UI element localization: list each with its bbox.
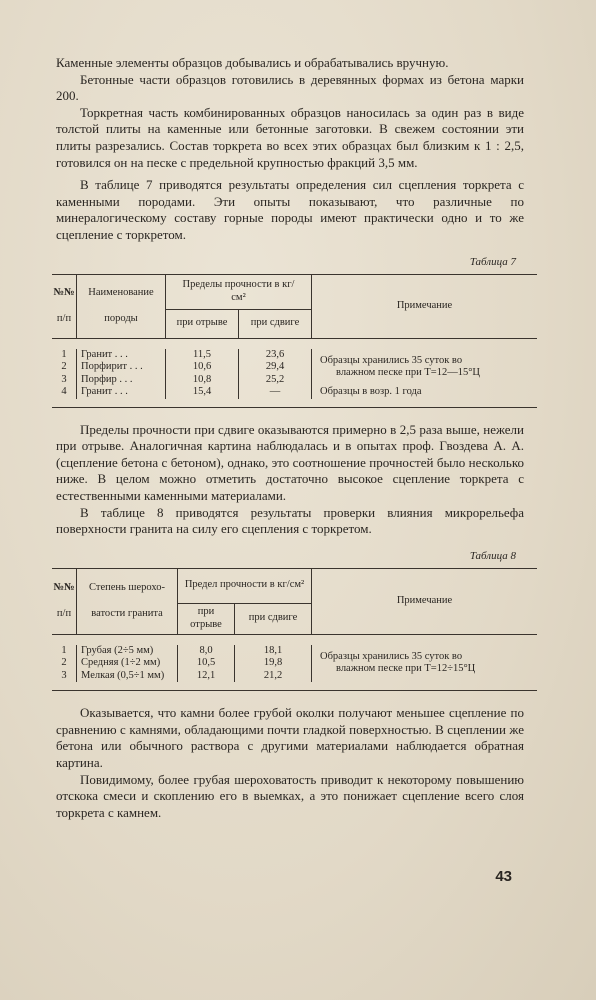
col-header-name: Степень шерохо- bbox=[88, 581, 165, 593]
note-text: Образцы в возр. 1 года bbox=[312, 386, 538, 399]
table-7 bbox=[52, 274, 537, 408]
note-text: Образцы хранились 35 суток во bbox=[320, 354, 463, 366]
col-header-tear: при отрыве bbox=[166, 309, 239, 338]
table-row: 3 Порфир . . . 10,8 25,2 bbox=[52, 374, 537, 387]
paragraph: В таблице 8 приводятся результаты проверки влияния микрорельефа поверхности гранита на силу его сцепления с торкретом. bbox=[56, 504, 524, 537]
col-header-shear: при сдвиге bbox=[239, 309, 312, 338]
table-row: 1 Гранит . . . 11,5 23,6 Образцы хранились 35 суток во влажном песке при T=12—15°Ц bbox=[52, 349, 537, 362]
col-header-note: Примечание bbox=[312, 568, 538, 634]
col-header-num: №№ bbox=[53, 581, 75, 593]
note-text: Образцы хранились 35 суток во bbox=[320, 650, 463, 662]
table-row: 4 Гранит . . . 15,4 — Образцы в возр. 1 года bbox=[52, 386, 537, 399]
page-number: 43 bbox=[495, 868, 512, 885]
col-header-num-sub: п/п bbox=[56, 608, 72, 620]
paragraph: Оказывается, что камни более грубой околки получают меньшее сцепление по сравнению с камнями, обладающими почти гладкой поверхностью. В сцеплении же бетона или обычного раствора с другими материалами наблюдается обратная картина. bbox=[56, 705, 524, 770]
table-8-caption: Таблица 8 bbox=[469, 549, 516, 562]
table-row: 3 Мелкая (0,5÷1 мм) 12,1 21,2 bbox=[52, 670, 537, 683]
paragraph: Торкретная часть комбинированных образцов наносилась за один раз в виде толстой плиты на каменные или бетонные заготовки. В свежем состоянии эти плиты разрезались. Состав торкрета во всех этих образцах был близким к 1 : 2,5, готовился он на песке с предельной крупностью фракций 3,5 мм. bbox=[56, 104, 524, 170]
col-header-num-sub: п/п bbox=[56, 313, 72, 325]
col-header-tear-sub: отрыве bbox=[190, 618, 222, 630]
col-header-shear: при сдвиге bbox=[235, 603, 312, 634]
col-header-name: Наименование bbox=[88, 286, 154, 298]
col-header-num: №№ bbox=[53, 286, 75, 298]
paragraph: Бетонные части образцов готовились в деревянных формах из бетона марки 200. bbox=[56, 71, 524, 104]
table-row: 1 Грубая (2÷5 мм) 8,0 18,1 Образцы хранились 35 суток во влажном песке при T=12÷15°Ц bbox=[52, 645, 537, 658]
paragraph: Повидимому, более грубая шероховатость приводит к некоторому повышению отскока смеси и скоплению его в выемках, а это понижает сцепление всего слоя торкрета с камнем. bbox=[56, 771, 524, 820]
col-header-tear: при bbox=[197, 606, 215, 618]
table-8 bbox=[52, 568, 537, 692]
note-text: влажном песке при T=12÷15°Ц bbox=[336, 663, 476, 675]
note-text: влажном песке при T=12—15°Ц bbox=[336, 367, 480, 379]
paragraph: Каменные элементы образцов добывались и обрабатывались вручную. bbox=[56, 55, 449, 70]
col-header-strength: Пределы прочности в кг/см² bbox=[166, 274, 312, 309]
table-7-caption: Таблица 7 bbox=[469, 255, 516, 268]
col-header-name-sub: ватости гранита bbox=[91, 608, 163, 620]
table-row: 2 Средняя (1÷2 мм) 10,5 19,8 bbox=[52, 657, 537, 670]
paragraph: В таблице 7 приводятся результаты определения сил сцепления торкрета с каменными породами. Эти опыты показывают, что различные по минералогическому составу горные породы имеют практически одно и то же сцепление с торкретом. bbox=[56, 177, 524, 242]
paragraph: Пределы прочности при сдвиге оказываются примерно в 2,5 раза выше, нежели при отрыве. Аналогичная картина наблюдалась и в опытах проф. Гвоздева А. А. (сцепление бетона с бетоном), однако, это соотношение прочностей было несколько ниже. В целом можно отметить достаточно высокое сцепление торкрета с естественными каменными материалами. bbox=[56, 421, 524, 503]
col-header-note: Примечание bbox=[312, 274, 538, 338]
col-header-strength: Предел прочности в кг/см² bbox=[178, 568, 312, 603]
table-row: 2 Порфирит . . . 10,6 29,4 bbox=[52, 361, 537, 374]
page-content bbox=[53, 55, 524, 821]
col-header-name-sub: породы bbox=[104, 313, 138, 325]
